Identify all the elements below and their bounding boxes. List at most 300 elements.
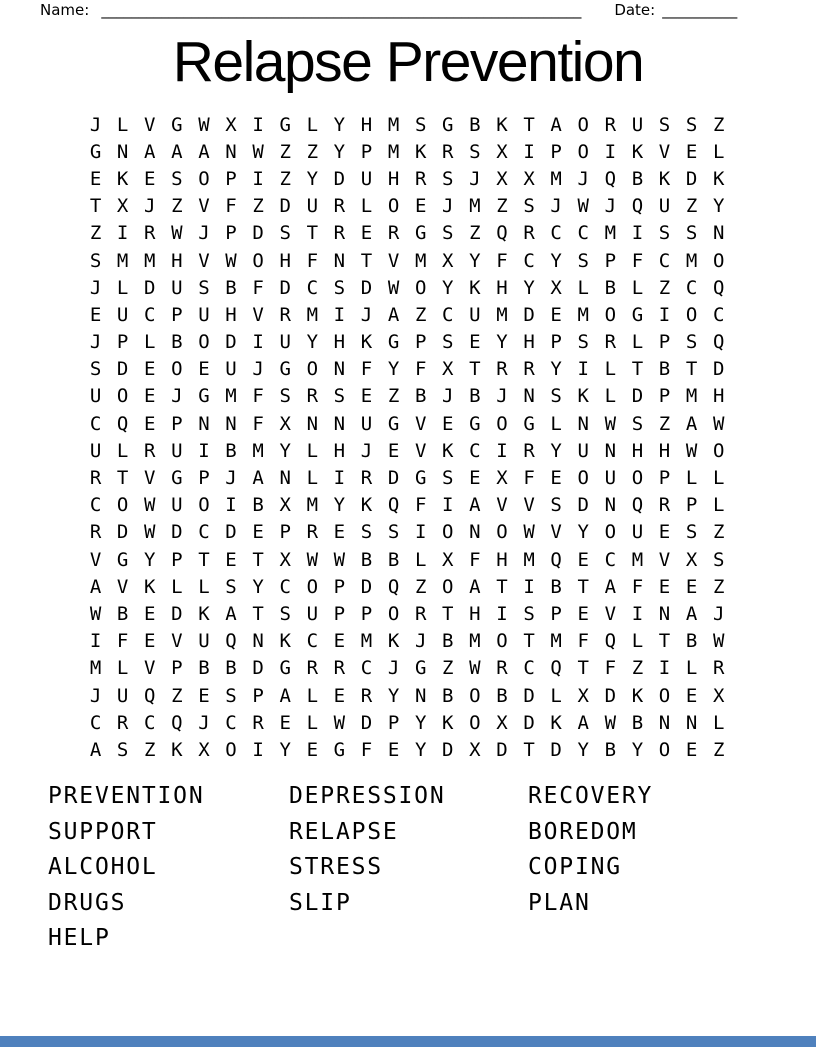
- grid-letter: R: [116, 711, 129, 734]
- word-list-item: SUPPORT: [48, 818, 158, 845]
- grid-letter: Y: [387, 684, 400, 707]
- grid-letter: L: [604, 358, 617, 381]
- grid-letter: G: [469, 412, 481, 435]
- grid-letter: L: [306, 439, 319, 462]
- grid-letter: N: [604, 494, 617, 517]
- grid-letter: S: [469, 140, 481, 163]
- grid-letter: W: [604, 412, 617, 435]
- grid-letter: E: [225, 548, 237, 571]
- grid-letter: R: [414, 602, 427, 625]
- grid-letter: E: [685, 738, 698, 761]
- grid-letter: X: [523, 167, 535, 190]
- grid-letter: B: [225, 657, 237, 680]
- name-blank-line: ________________________________________________________________: [101, 1, 582, 19]
- grid-letter: O: [469, 684, 481, 707]
- grid-letter: K: [171, 738, 183, 761]
- grid-letter: Q: [604, 167, 617, 190]
- grid-letter: I: [198, 439, 210, 462]
- grid-letter: V: [523, 494, 535, 517]
- grid-letter: S: [658, 113, 671, 136]
- grid-letter: V: [414, 412, 427, 435]
- grid-letter: Z: [712, 575, 725, 598]
- grid-letter: E: [144, 385, 156, 408]
- grid-letter: A: [279, 684, 291, 707]
- grid-letter: C: [550, 222, 562, 245]
- grid-letter: Y: [252, 575, 264, 598]
- grid-letter: E: [685, 684, 698, 707]
- grid-letter: C: [89, 711, 102, 734]
- grid-letter: R: [360, 467, 373, 490]
- grid-letter: D: [225, 331, 237, 354]
- grid-letter: G: [387, 331, 400, 354]
- grid-letter: I: [252, 738, 264, 761]
- word-list-item: DRUGS: [48, 889, 127, 916]
- grid-letter: V: [144, 467, 156, 490]
- date-blank-line: __________: [662, 1, 738, 19]
- grid-letter: L: [604, 385, 617, 408]
- name-label: Name:: [40, 1, 90, 19]
- grid-letter: E: [333, 521, 346, 544]
- grid-letter: Y: [333, 494, 346, 517]
- grid-letter: R: [496, 358, 508, 381]
- grid-letter: R: [89, 467, 102, 490]
- word-list-item: RECOVERY: [528, 783, 654, 809]
- word-list-item: STRESS: [289, 854, 383, 881]
- grid-letter: C: [658, 249, 671, 272]
- grid-letter: E: [387, 738, 400, 761]
- grid-letter: U: [604, 467, 617, 490]
- grid-letter: S: [198, 276, 210, 299]
- grid-letter: B: [631, 167, 644, 190]
- grid-letter: R: [89, 521, 102, 544]
- grid-letter: F: [252, 412, 264, 435]
- word-list-column-2: [289, 779, 445, 921]
- grid-letter: A: [469, 494, 481, 517]
- grid-letter: L: [550, 684, 562, 707]
- grid-letter: M: [631, 548, 644, 571]
- grid-letter: F: [577, 630, 589, 653]
- grid-letter: I: [604, 140, 617, 163]
- grid-letter: M: [469, 195, 481, 218]
- grid-letter: D: [577, 494, 589, 517]
- grid-letter: W: [469, 657, 481, 680]
- grid-letter: Q: [171, 711, 183, 734]
- grid-letter: P: [333, 575, 346, 598]
- grid-letter: F: [414, 494, 427, 517]
- grid-letter: Y: [442, 276, 454, 299]
- grid-letter: P: [171, 657, 183, 680]
- word-list-item: COPING: [528, 854, 622, 881]
- grid-letter: N: [252, 630, 264, 653]
- grid-letter: L: [116, 276, 129, 299]
- grid-letter: C: [523, 657, 535, 680]
- grid-letter: S: [685, 113, 698, 136]
- grid-letter: T: [523, 738, 535, 761]
- grid-letter: R: [333, 222, 346, 245]
- grid-letter: Q: [387, 575, 400, 598]
- word-list-item: HELP: [48, 925, 111, 952]
- grid-letter: E: [252, 521, 264, 544]
- grid-letter: Y: [550, 249, 562, 272]
- grid-letter: M: [387, 140, 400, 163]
- grid-letter: V: [89, 548, 102, 571]
- grid-letter: T: [469, 358, 481, 381]
- grid-letter: O: [631, 467, 644, 490]
- name-date-row: [40, 1, 750, 19]
- grid-letter: I: [414, 521, 427, 544]
- grid-letter: U: [198, 630, 210, 653]
- grid-letter: S: [279, 385, 291, 408]
- grid-letter: K: [469, 276, 481, 299]
- grid-letter: O: [604, 521, 617, 544]
- grid-letter: S: [360, 521, 373, 544]
- grid-letter: G: [116, 548, 129, 571]
- grid-letter: G: [414, 467, 427, 490]
- grid-letter: S: [333, 385, 346, 408]
- grid-letter: Z: [279, 167, 291, 190]
- grid-letter: P: [252, 684, 264, 707]
- grid-letter: T: [523, 113, 535, 136]
- grid-letter: M: [685, 385, 698, 408]
- grid-letter: Z: [387, 385, 400, 408]
- grid-letter: S: [442, 167, 454, 190]
- grid-letter: F: [523, 467, 535, 490]
- grid-letter: A: [604, 575, 617, 598]
- grid-letter: I: [523, 575, 535, 598]
- grid-letter: J: [89, 113, 102, 136]
- grid-letter: O: [577, 113, 589, 136]
- grid-letter: E: [360, 222, 373, 245]
- grid-letter: V: [496, 494, 508, 517]
- grid-letter: O: [252, 249, 264, 272]
- grid-letter: X: [496, 467, 508, 490]
- grid-letter: W: [712, 412, 725, 435]
- grid-letter: Y: [550, 358, 562, 381]
- grid-letter: K: [442, 439, 454, 462]
- grid-letter: G: [387, 412, 400, 435]
- grid-letter: X: [496, 167, 508, 190]
- grid-letter: J: [89, 276, 102, 299]
- grid-letter: O: [577, 467, 589, 490]
- grid-letter: A: [89, 575, 102, 598]
- grid-letter: W: [333, 711, 346, 734]
- grid-letter: T: [252, 548, 264, 571]
- grid-letter: O: [712, 249, 725, 272]
- grid-letter: Z: [496, 195, 508, 218]
- grid-letter: E: [685, 575, 698, 598]
- grid-letter: E: [414, 195, 427, 218]
- grid-letter: C: [279, 575, 291, 598]
- grid-letter: E: [685, 140, 698, 163]
- grid-letter: Y: [333, 113, 346, 136]
- grid-letter: T: [631, 358, 644, 381]
- grid-letter: I: [631, 222, 644, 245]
- grid-letter: U: [279, 331, 291, 354]
- grid-letter: U: [631, 521, 644, 544]
- grid-letter: E: [89, 303, 102, 326]
- grid-letter: A: [171, 140, 183, 163]
- grid-letter: E: [577, 548, 589, 571]
- grid-letter: Y: [577, 521, 589, 544]
- grid-letter: F: [631, 249, 644, 272]
- grid-letter: H: [279, 249, 291, 272]
- grid-letter: S: [550, 494, 562, 517]
- grid-letter: W: [198, 113, 210, 136]
- grid-letter: H: [496, 276, 508, 299]
- grid-letter: P: [604, 249, 617, 272]
- grid-letter: I: [252, 331, 264, 354]
- grid-letter: I: [116, 222, 129, 245]
- grid-letter: D: [144, 276, 156, 299]
- grid-letter: N: [712, 222, 725, 245]
- grid-letter: Y: [144, 548, 156, 571]
- grid-letter: K: [279, 630, 291, 653]
- grid-letter: Q: [631, 494, 644, 517]
- grid-letter: L: [198, 575, 210, 598]
- grid-letter: Y: [550, 439, 562, 462]
- grid-letter: L: [685, 657, 698, 680]
- grid-letter: L: [712, 140, 725, 163]
- grid-letter: Z: [279, 140, 291, 163]
- grid-letter: V: [604, 602, 617, 625]
- grid-letter: R: [604, 113, 617, 136]
- grid-letter: D: [360, 711, 373, 734]
- grid-letter: X: [496, 711, 508, 734]
- grid-letter: S: [550, 385, 562, 408]
- grid-letter: K: [116, 167, 129, 190]
- grid-letter: F: [360, 358, 373, 381]
- grid-letter: R: [252, 711, 264, 734]
- grid-letter: R: [442, 140, 454, 163]
- grid-letter: B: [171, 331, 183, 354]
- grid-letter: L: [144, 331, 156, 354]
- grid-letter: S: [658, 222, 671, 245]
- grid-letter: D: [550, 738, 562, 761]
- grid-letter: M: [306, 494, 319, 517]
- grid-letter: O: [225, 738, 237, 761]
- grid-letter: A: [685, 412, 698, 435]
- grid-letter: J: [89, 331, 102, 354]
- grid-letter: J: [577, 167, 589, 190]
- grid-letter: Y: [306, 331, 319, 354]
- grid-letter: N: [658, 602, 671, 625]
- grid-letter: N: [333, 358, 346, 381]
- grid-letter: Z: [685, 195, 698, 218]
- grid-letter: H: [333, 331, 346, 354]
- grid-letter: H: [496, 548, 508, 571]
- grid-letter: O: [171, 358, 183, 381]
- grid-letter: C: [306, 630, 319, 653]
- grid-letter: V: [171, 630, 183, 653]
- grid-letter: P: [414, 331, 427, 354]
- grid-letter: J: [252, 358, 264, 381]
- grid-letter: J: [550, 195, 562, 218]
- grid-letter: M: [550, 167, 562, 190]
- grid-letter: D: [171, 521, 183, 544]
- grid-letter: D: [523, 684, 535, 707]
- grid-letter: X: [225, 113, 237, 136]
- grid-letter: C: [577, 222, 589, 245]
- grid-letter: T: [496, 575, 508, 598]
- grid-letter: L: [685, 467, 698, 490]
- grid-letter: O: [685, 303, 698, 326]
- grid-letter: E: [550, 303, 562, 326]
- grid-letter: E: [144, 412, 156, 435]
- grid-letter: N: [604, 439, 617, 462]
- grid-letter: B: [550, 575, 562, 598]
- grid-letter: L: [631, 630, 644, 653]
- grid-letter: F: [414, 358, 427, 381]
- grid-letter: M: [523, 548, 535, 571]
- grid-letter: Q: [225, 630, 237, 653]
- grid-letter: K: [712, 167, 725, 190]
- grid-letter: M: [469, 630, 481, 653]
- grid-letter: D: [360, 276, 373, 299]
- grid-letter: P: [685, 494, 698, 517]
- grid-letter: L: [360, 195, 373, 218]
- grid-letter: O: [496, 412, 508, 435]
- grid-letter: R: [306, 385, 319, 408]
- grid-letter: P: [360, 140, 373, 163]
- grid-letter: U: [658, 195, 671, 218]
- grid-letter: O: [306, 358, 319, 381]
- grid-letter: I: [442, 494, 454, 517]
- grid-letter: D: [712, 358, 725, 381]
- grid-letter: W: [144, 521, 156, 544]
- grid-letter: Z: [252, 195, 264, 218]
- word-list-item: RELAPSE: [289, 818, 399, 845]
- grid-letter: P: [550, 140, 562, 163]
- grid-letter: Y: [414, 711, 427, 734]
- grid-letter: V: [387, 249, 400, 272]
- grid-letter: W: [225, 249, 237, 272]
- grid-letter: K: [577, 385, 589, 408]
- grid-letter: E: [144, 602, 156, 625]
- grid-letter: Z: [442, 657, 454, 680]
- grid-letter: E: [469, 467, 481, 490]
- word-list-item: PLAN: [528, 889, 591, 916]
- grid-letter: L: [306, 684, 319, 707]
- grid-letter: C: [360, 657, 373, 680]
- grid-letter: S: [225, 575, 237, 598]
- grid-letter: J: [171, 385, 183, 408]
- grid-letter: T: [658, 630, 671, 653]
- grid-letter: W: [604, 711, 617, 734]
- grid-letter: L: [577, 276, 589, 299]
- grid-letter: D: [116, 521, 129, 544]
- grid-letter: U: [89, 385, 102, 408]
- grid-letter: N: [333, 249, 346, 272]
- grid-letter: E: [658, 575, 671, 598]
- grid-letter: U: [360, 167, 373, 190]
- grid-letter: M: [116, 249, 129, 272]
- grid-letter: W: [712, 630, 725, 653]
- grid-letter: D: [225, 521, 237, 544]
- grid-letter: A: [577, 711, 589, 734]
- grid-letter: R: [144, 222, 156, 245]
- grid-letter: E: [279, 711, 291, 734]
- grid-letter: F: [306, 249, 319, 272]
- grid-letter: T: [442, 602, 454, 625]
- grid-letter: Z: [469, 222, 481, 245]
- grid-letter: A: [550, 113, 562, 136]
- grid-letter: B: [604, 276, 617, 299]
- grid-letter: G: [171, 113, 183, 136]
- grid-letter: P: [171, 548, 183, 571]
- grid-letter: B: [604, 738, 617, 761]
- grid-letter: D: [631, 385, 644, 408]
- grid-letter: O: [116, 494, 129, 517]
- grid-letter: F: [469, 548, 481, 571]
- grid-letter: M: [414, 249, 427, 272]
- grid-letter: X: [279, 494, 291, 517]
- grid-letter: G: [631, 303, 644, 326]
- grid-letter: K: [360, 331, 373, 354]
- grid-letter: J: [442, 385, 454, 408]
- grid-letter: N: [469, 521, 481, 544]
- grid-letter: D: [279, 195, 291, 218]
- grid-letter: P: [658, 467, 671, 490]
- grid-letter: E: [144, 167, 156, 190]
- grid-letter: I: [252, 113, 264, 136]
- grid-letter: O: [577, 140, 589, 163]
- grid-letter: M: [144, 249, 156, 272]
- grid-letter: Z: [171, 195, 183, 218]
- grid-letter: I: [577, 358, 589, 381]
- grid-letter: V: [144, 657, 156, 680]
- grid-letter: O: [387, 602, 400, 625]
- word-list-column-1: [48, 779, 204, 957]
- grid-letter: A: [89, 738, 102, 761]
- grid-letter: D: [333, 167, 346, 190]
- grid-letter: P: [279, 521, 291, 544]
- grid-letter: T: [89, 195, 102, 218]
- grid-letter: S: [116, 738, 129, 761]
- grid-letter: B: [225, 276, 237, 299]
- grid-letter: Y: [631, 738, 644, 761]
- grid-letter: O: [116, 385, 129, 408]
- grid-letter: N: [198, 412, 210, 435]
- grid-letter: Z: [658, 276, 671, 299]
- grid-letter: G: [89, 140, 102, 163]
- grid-letter: R: [414, 167, 427, 190]
- grid-letter: M: [225, 385, 237, 408]
- grid-letter: R: [306, 657, 319, 680]
- grid-letter: W: [144, 494, 156, 517]
- grid-letter: A: [252, 467, 264, 490]
- grid-letter: K: [631, 684, 644, 707]
- grid-letter: P: [225, 167, 237, 190]
- grid-letter: V: [414, 439, 427, 462]
- grid-letter: D: [496, 738, 508, 761]
- grid-letter: O: [658, 738, 671, 761]
- grid-letter: P: [550, 602, 562, 625]
- grid-letter: M: [360, 630, 373, 653]
- grid-letter: K: [387, 630, 400, 653]
- grid-letter: C: [89, 494, 102, 517]
- grid-letter: Q: [550, 548, 562, 571]
- grid-letter: S: [712, 548, 725, 571]
- grid-letter: G: [171, 467, 183, 490]
- grid-letter: V: [198, 249, 210, 272]
- grid-letter: O: [198, 167, 210, 190]
- grid-letter: X: [442, 358, 454, 381]
- grid-letter: U: [171, 494, 183, 517]
- grid-letter: Q: [496, 222, 508, 245]
- grid-letter: Z: [631, 657, 644, 680]
- grid-letter: H: [360, 113, 373, 136]
- grid-letter: R: [523, 358, 535, 381]
